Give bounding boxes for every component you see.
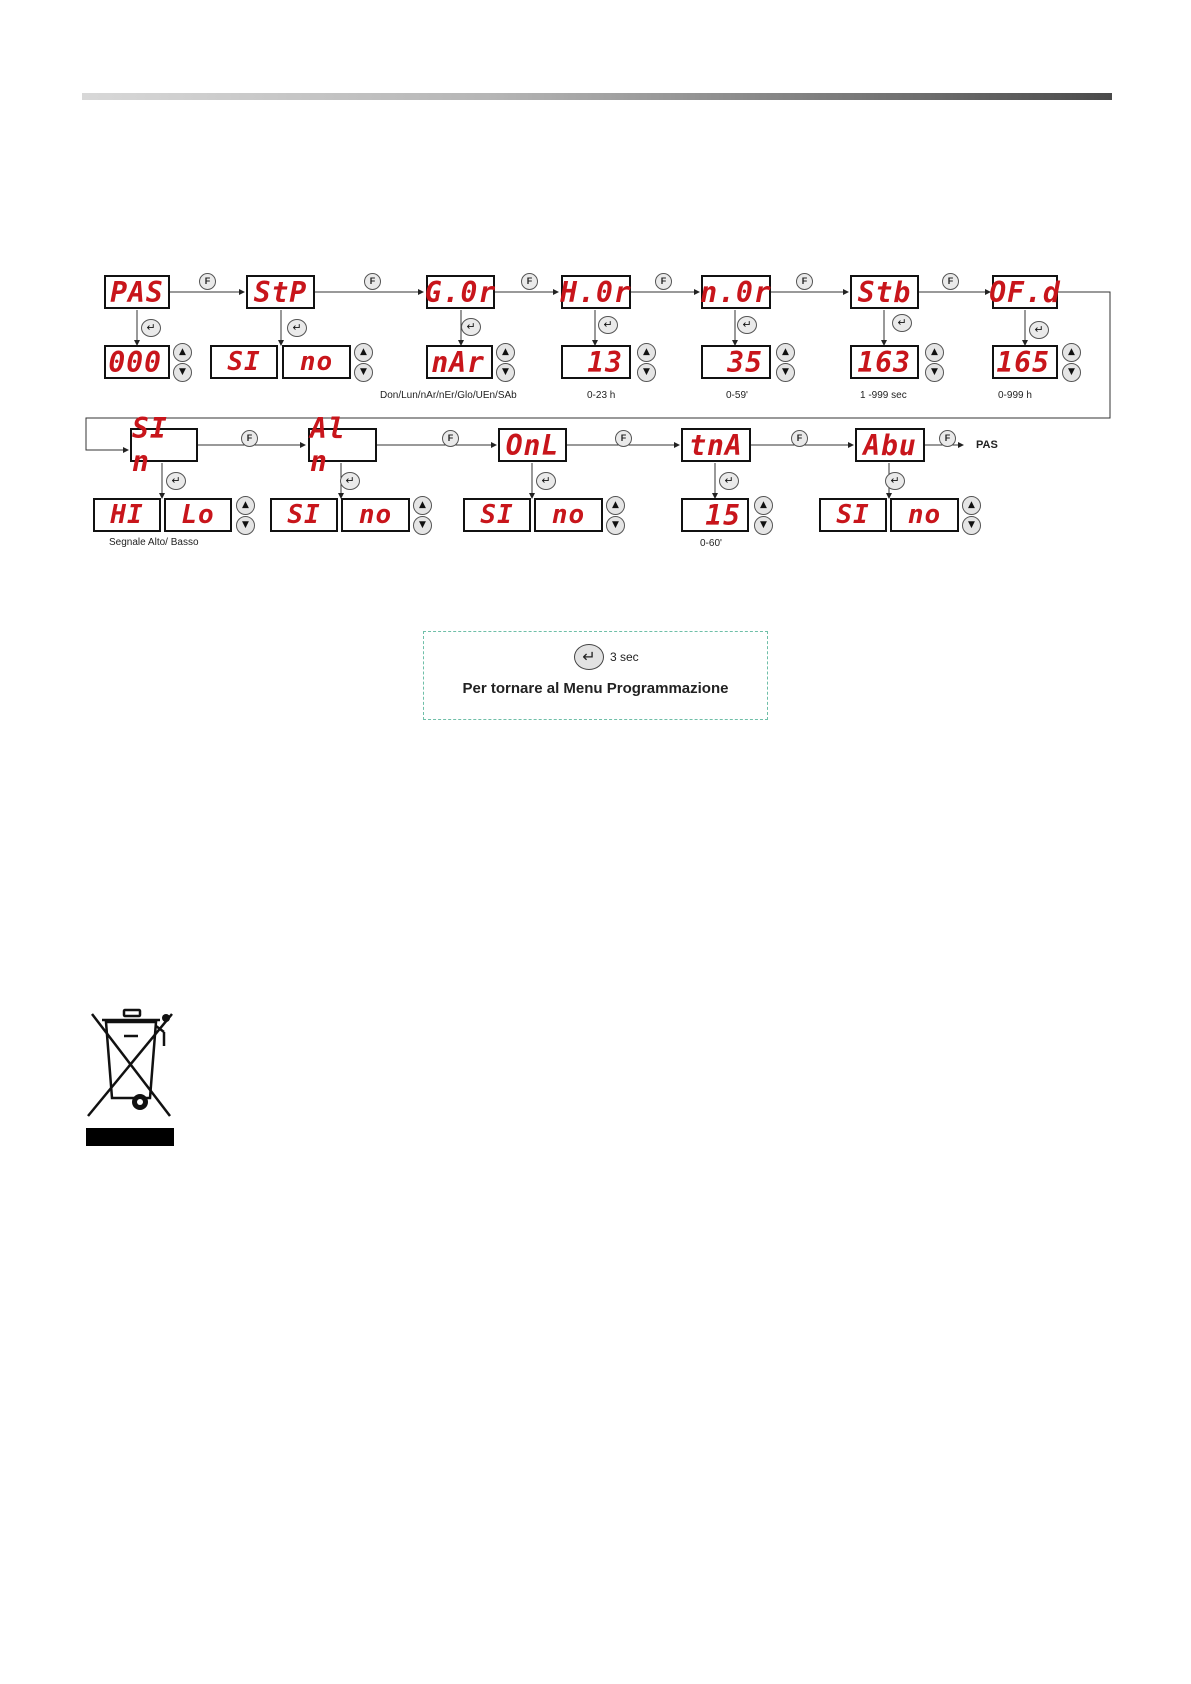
- lcd-hor: H.0r: [560, 275, 632, 309]
- up-arrow-icon: ▲: [413, 496, 432, 515]
- f-button-icon: F: [442, 430, 459, 447]
- lcd-option-hi: HI: [93, 498, 161, 532]
- up-arrow-icon: ▲: [776, 343, 795, 362]
- lcd-option-si: SI: [819, 498, 887, 532]
- f-button-icon: F: [199, 273, 216, 290]
- enter-button-icon: ↵: [1029, 321, 1049, 339]
- enter-button-icon: ↵: [536, 472, 556, 490]
- range-label-ofd: 0-999 h: [998, 390, 1032, 401]
- down-arrow-icon: ▼: [962, 516, 981, 535]
- up-down-buttons: [236, 496, 254, 534]
- enter-button-icon: ↵: [598, 316, 618, 334]
- down-arrow-icon: ▼: [606, 516, 625, 535]
- lcd-option-lo: Lo: [164, 498, 232, 532]
- down-arrow-icon: ▼: [413, 516, 432, 535]
- lcd-option-no: no: [534, 498, 603, 532]
- up-down-buttons: [925, 343, 943, 381]
- up-down-buttons: [637, 343, 655, 381]
- up-down-buttons: [496, 343, 514, 381]
- lcd-abu: Abu: [855, 428, 925, 462]
- up-down-buttons: [1062, 343, 1080, 381]
- f-button-icon: F: [796, 273, 813, 290]
- enter-button-icon: ↵: [461, 318, 481, 336]
- up-down-buttons: [354, 343, 372, 381]
- enter-button-icon: ↵: [287, 319, 307, 337]
- lcd-day-value: nAr: [426, 345, 493, 379]
- up-down-buttons: [606, 496, 624, 534]
- up-down-buttons: [962, 496, 980, 534]
- down-arrow-icon: ▼: [637, 363, 656, 382]
- lcd-option-si: SI: [270, 498, 338, 532]
- up-arrow-icon: ▲: [606, 496, 625, 515]
- enter-button-icon: ↵: [574, 644, 604, 670]
- enter-button-icon: ↵: [737, 316, 757, 334]
- range-label-minute: 0-59': [726, 390, 748, 401]
- lcd-option-no: no: [282, 345, 351, 379]
- return-to-pas-label: PAS: [976, 439, 998, 451]
- range-label-stb: 1 -999 sec: [860, 390, 907, 401]
- down-arrow-icon: ▼: [173, 363, 192, 382]
- lcd-option-no: no: [341, 498, 410, 532]
- up-arrow-icon: ▲: [754, 496, 773, 515]
- lcd-ain: Al n: [308, 428, 377, 462]
- down-arrow-icon: ▼: [236, 516, 255, 535]
- up-arrow-icon: ▲: [354, 343, 373, 362]
- up-arrow-icon: ▲: [496, 343, 515, 362]
- lcd-option-no: no: [890, 498, 959, 532]
- lcd-tna-value: 15: [681, 498, 749, 532]
- enter-button-icon: ↵: [141, 319, 161, 337]
- lcd-onl: OnL: [498, 428, 567, 462]
- return-note-box: [423, 631, 768, 720]
- lcd-stb: Stb: [850, 275, 919, 309]
- range-label-signal: Segnale Alto/ Basso: [109, 537, 199, 548]
- enter-button-icon: ↵: [892, 314, 912, 332]
- f-button-icon: F: [615, 430, 632, 447]
- up-arrow-icon: ▲: [925, 343, 944, 362]
- range-label-hour: 0-23 h: [587, 390, 616, 401]
- range-label-day: Don/Lun/nAr/nEr/Glo/UEn/SAb: [380, 390, 517, 401]
- up-arrow-icon: ▲: [236, 496, 255, 515]
- enter-button-icon: ↵: [885, 472, 905, 490]
- lcd-stb-value: 163: [850, 345, 919, 379]
- up-down-buttons: [413, 496, 431, 534]
- lcd-hour-value: 13: [561, 345, 631, 379]
- up-arrow-icon: ▲: [637, 343, 656, 362]
- lcd-option-si: SI: [463, 498, 531, 532]
- lcd-sin: SI n: [130, 428, 198, 462]
- down-arrow-icon: ▼: [1062, 363, 1081, 382]
- down-arrow-icon: ▼: [354, 363, 373, 382]
- lcd-stp: StP: [246, 275, 315, 309]
- f-button-icon: F: [942, 273, 959, 290]
- f-button-icon: F: [791, 430, 808, 447]
- up-arrow-icon: ▲: [173, 343, 192, 362]
- up-arrow-icon: ▲: [962, 496, 981, 515]
- crossed-bin-icon: [84, 1006, 176, 1148]
- f-button-icon: F: [521, 273, 538, 290]
- lcd-gor: G.0r: [424, 275, 497, 309]
- return-note-text: Per tornare al Menu Programmazione: [462, 680, 729, 697]
- lcd-option-si: SI: [210, 345, 278, 379]
- lcd-ofd: OF.d: [989, 275, 1061, 309]
- enter-button-icon: ↵: [166, 472, 186, 490]
- enter-button-icon: ↵: [719, 472, 739, 490]
- down-arrow-icon: ▼: [496, 363, 515, 382]
- up-arrow-icon: ▲: [1062, 343, 1081, 362]
- lcd-tna: tnA: [681, 428, 751, 462]
- f-button-icon: F: [655, 273, 672, 290]
- down-arrow-icon: ▼: [776, 363, 795, 382]
- lcd-pas: PAS: [104, 275, 170, 309]
- down-arrow-icon: ▼: [925, 363, 944, 382]
- lcd-ofd-value: 165: [992, 345, 1058, 379]
- hold-duration-label: 3 sec: [610, 650, 639, 664]
- lcd-password-value: 000: [104, 345, 170, 379]
- lcd-minute-value: 35: [701, 345, 771, 379]
- enter-button-icon: ↵: [340, 472, 360, 490]
- f-button-icon: F: [364, 273, 381, 290]
- lcd-nor: n.0r: [700, 275, 772, 309]
- f-button-icon: F: [939, 430, 956, 447]
- range-label-tna: 0-60': [700, 538, 722, 549]
- f-button-icon: F: [241, 430, 258, 447]
- up-down-buttons: [754, 496, 772, 534]
- up-down-buttons: [776, 343, 794, 381]
- up-down-buttons: [173, 343, 191, 381]
- down-arrow-icon: ▼: [754, 516, 773, 535]
